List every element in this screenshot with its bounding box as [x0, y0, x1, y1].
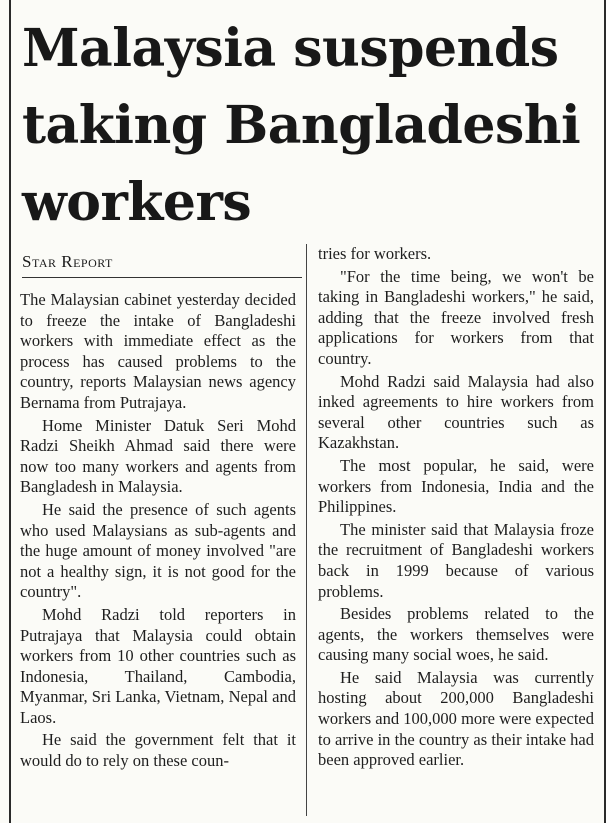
article-paragraph: He said the presence of such agents who used Malaysians as sub-agents and the huge amount of money involved "are not a healthy sign, it is not good for the country".	[20, 499, 296, 602]
article-paragraph: The Malaysian cabinet yesterday decided to freeze the intake of Bangladeshi workers with immediate effect as the process has caused problems to the country, reports Malaysian news agency Bernama from Putrajaya.	[20, 290, 296, 412]
headline-line-3: workers	[22, 172, 252, 233]
article-paragraph: Mohd Radzi said Malaysia had also inked agreements to hire workers from several other countries such as Kazakhstan.	[318, 371, 594, 453]
article-paragraph: He said the government felt that it would do to rely on these coun-	[20, 730, 296, 771]
article-column-right	[318, 244, 594, 773]
article-column-left	[20, 290, 296, 774]
article-paragraph: Home Minister Datuk Seri Mohd Radzi Sheikh Ahmad said there were now too many workers and agents from Bangladesh in Malaysia.	[20, 415, 296, 497]
left-column-rule	[9, 0, 11, 823]
headline-line-2: taking Bangladeshi	[22, 95, 581, 156]
headline-line-1: Malaysia suspends	[22, 18, 559, 79]
byline: Star Report	[22, 252, 302, 278]
headline	[22, 10, 602, 241]
article-paragraph: Besides problems related to the agents, the workers themselves were causing many social woes, he said.	[318, 604, 594, 665]
article-paragraph: The minister said that Malaysia froze the recruitment of Bangladeshi workers back in 1999 because of various problems.	[318, 519, 594, 601]
article-paragraph: "For the time being, we won't be taking in Bangladeshi workers," he said, adding that the freeze involved fresh applications for workers from that country.	[318, 266, 594, 368]
article-paragraph: tries for workers.	[318, 244, 432, 263]
column-divider	[306, 244, 307, 816]
article-paragraph: Mohd Radzi told reporters in Putrajaya that Malaysia could obtain workers from 10 other countries such as Indonesia, Thailand, Cambodia, Myanmar, Sri Lanka, Vietnam, Nepal and Laos.	[20, 604, 296, 727]
article-paragraph: He said Malaysia was currently hosting about 200,000 Bangladeshi workers and 100,000 more were expected to arrive in the country as their intake had been approved earlier.	[318, 667, 594, 770]
article-paragraph: The most popular, he said, were workers from Indonesia, India and the Philippines.	[318, 455, 594, 517]
